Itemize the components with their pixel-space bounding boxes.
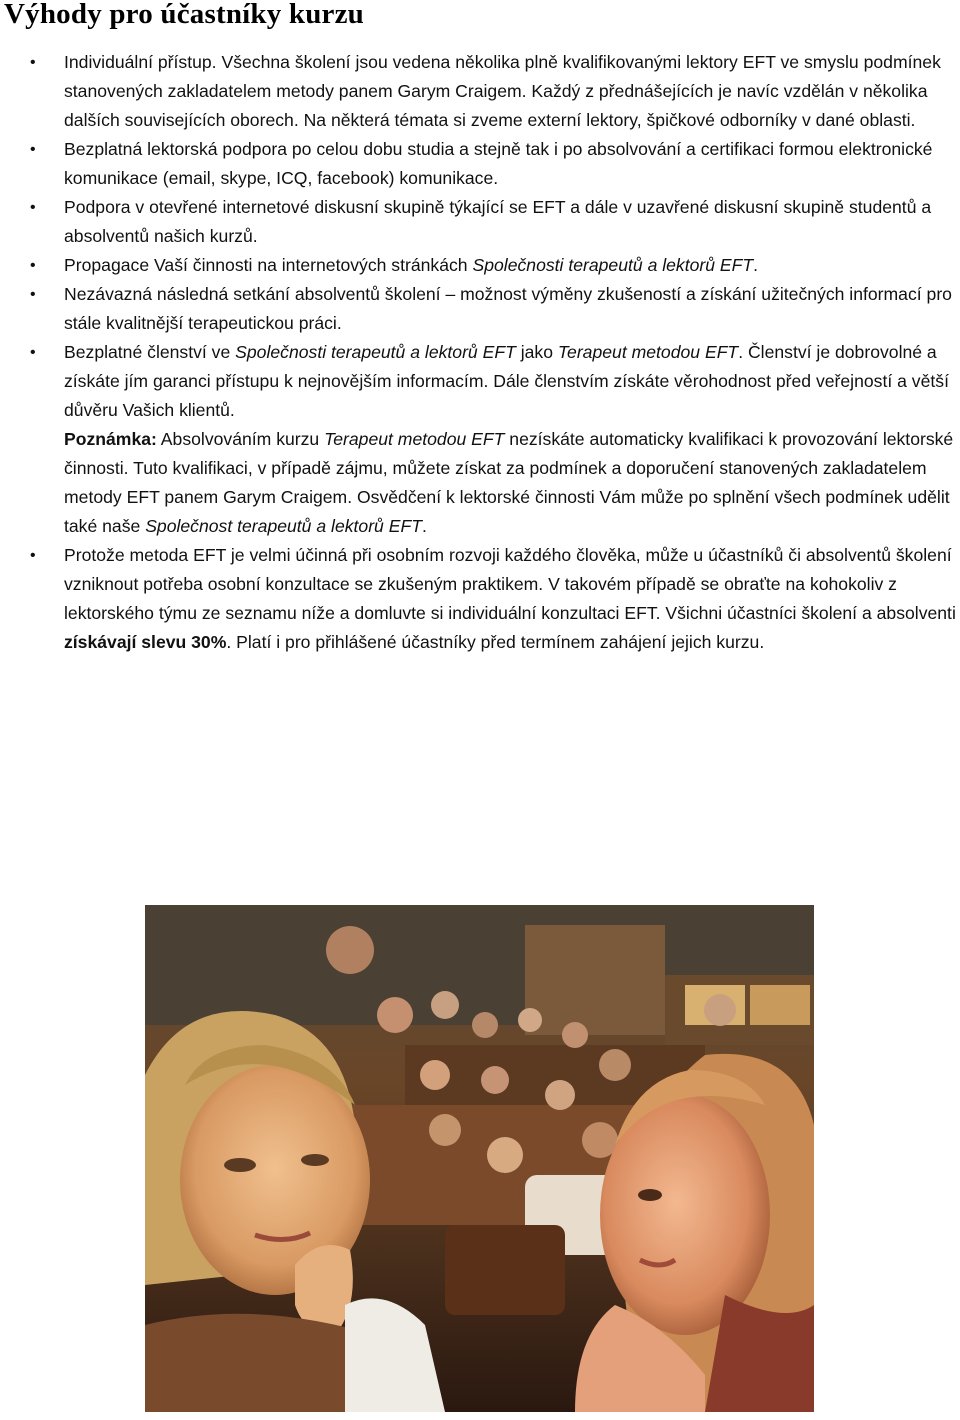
bullet-icon: • bbox=[30, 199, 36, 216]
bullet-icon: • bbox=[30, 547, 36, 564]
benefit-text bbox=[64, 197, 931, 246]
benefit-item bbox=[0, 251, 960, 280]
bold-text: získávají slevu 30% bbox=[64, 632, 227, 652]
text-run: Individuální přístup. Všechna školení jsou vedena několika plně kvalifikovanými lektory EFT ve smyslu podmínek stanovených zakladatelem metody panem Garym Craigem. Každý z přednášejících je navíc vzdělán v několika dalších souvisejících oborech. Na některá témata si zveme externí lektory, špičkové odborníky v dané oblasti. bbox=[64, 52, 941, 130]
text-run: jako bbox=[515, 342, 558, 362]
bullet-icon: • bbox=[30, 141, 36, 158]
benefit-text bbox=[64, 255, 758, 275]
benefit-item bbox=[0, 48, 960, 135]
italic-text: Terapeut metodou EFT bbox=[324, 429, 505, 449]
italic-text: Společnosti terapeutů a lektorů EFT bbox=[235, 342, 516, 362]
bullet-icon: • bbox=[30, 257, 36, 274]
text-run: . bbox=[421, 516, 427, 536]
text-run: . bbox=[753, 255, 759, 275]
benefit-text bbox=[64, 545, 956, 652]
benefit-text bbox=[64, 284, 952, 333]
page-title: Výhody pro účastníky kurzu bbox=[4, 0, 365, 30]
text-run: Absolvováním kurzu bbox=[156, 429, 325, 449]
text-run: . Platí i pro přihlášené účastníky před termínem zahájení jejich kurzu. bbox=[226, 632, 765, 652]
text-run: Nezávazná následná setkání absolventů školení – možnost výměny zkušeností a získání užitečných informací pro stále kvalitnější terapeutickou práci. bbox=[64, 284, 952, 333]
text-run: . Členství je dobrovolné a získáte jím garanci přístupu k nejnovějším informacím. Dále členstvím získáte věrohodnost před veřejností a větší důvěru Vašich klientů. bbox=[64, 342, 949, 420]
note-paragraph bbox=[64, 425, 956, 541]
text-run: Protože metoda EFT je velmi účinná při osobním rozvoji každého člověka, může u účastníků či absolventů školení vzniknout potřeba osobní konzultace se zkušeným praktikem. V takovém případě se obraťte na kohokoliv z lektorského týmu ze seznamu níže a domluvte si individuální konzultaci EFT. Všichni účastníci školení a absolventi bbox=[64, 545, 956, 623]
benefit-item bbox=[0, 541, 960, 657]
italic-text: Společnosti terapeutů a lektorů EFT bbox=[472, 255, 754, 275]
seminar-photo-graphic bbox=[145, 905, 814, 1412]
text-run: nezískáte automaticky kvalifikaci k provozování lektorské činnosti. Tuto kvalifikaci, v případě zájmu, můžete získat za podmínek a doporučení stanovených zakladatelem metody EFT panem Garym Craigem. Osvědčení k lektorské činnosti Vám může po splnění všech podmínek udělit také naše bbox=[64, 429, 954, 536]
benefit-text bbox=[64, 139, 932, 188]
text-run: Bezplatné členství ve bbox=[64, 342, 236, 362]
bold-text: Poznámka: bbox=[64, 429, 157, 449]
seminar-photo bbox=[145, 905, 814, 1412]
text-run: Propagace Vaší činnosti na internetových stránkách bbox=[64, 255, 473, 275]
benefits-list bbox=[0, 48, 960, 657]
text-run: Bezplatná lektorská podpora po celou dobu studia a stejně tak i po absolvování a certifikaci formou elektronické komunikace (email, skype, ICQ, facebook) komunikace. bbox=[64, 139, 933, 188]
benefit-item bbox=[0, 338, 960, 541]
text-run: Podpora v otevřené internetové diskusní skupině týkající se EFT a dále v uzavřené diskusní skupině studentů a absolventů našich kurzů. bbox=[64, 197, 932, 246]
italic-text: Společnost terapeutů a lektorů EFT bbox=[145, 516, 422, 536]
bullet-icon: • bbox=[30, 54, 36, 71]
benefit-text bbox=[64, 342, 949, 420]
bullet-icon: • bbox=[30, 344, 36, 361]
italic-text: Terapeut metodou EFT bbox=[557, 342, 739, 362]
benefit-item bbox=[0, 193, 960, 251]
benefit-item bbox=[0, 280, 960, 338]
benefit-text bbox=[64, 52, 941, 130]
benefit-item bbox=[0, 135, 960, 193]
bullet-icon: • bbox=[30, 286, 36, 303]
